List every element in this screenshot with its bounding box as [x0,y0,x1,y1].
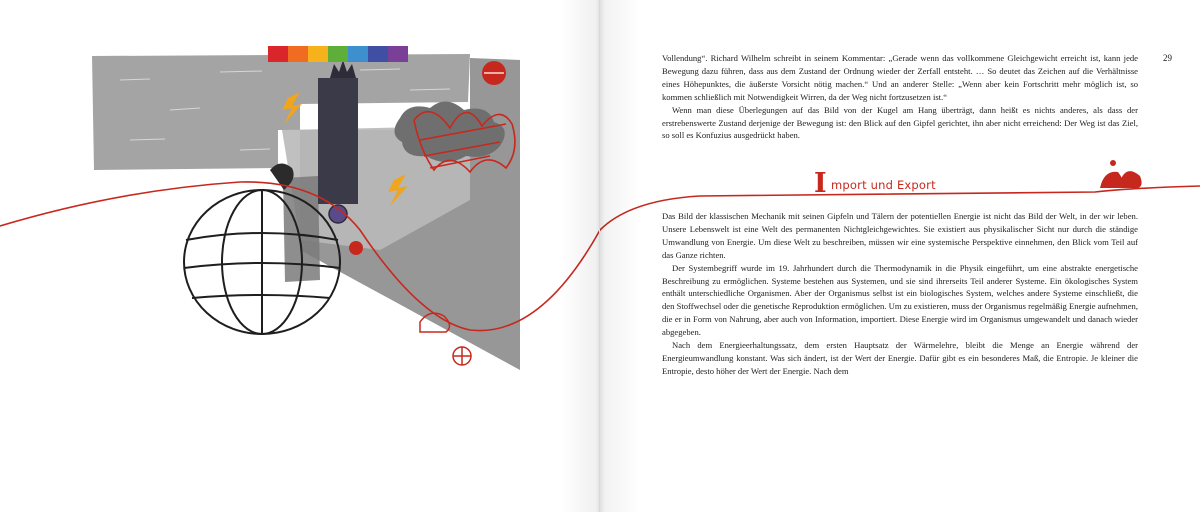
page-number: 29 [1163,53,1172,63]
paragraph: Der Systembegriff wurde im 19. Jahrhundert durch die Thermodynamik in die Physik eingeführt, um eine abstrakte energetische Beschreibung zu ermöglichen. Systeme bestehen aus Systemen, und sie sind ihrerseits Teil anderer Systeme. Ein ökologisches System enthält unterschiedliche Organismen. Aber der Organismus selbst ist ein biologisches System, welches andere Systeme einschließt, die den Stoffwechsel oder die genetische Reproduktion ermöglichen. Um zu existieren, muss der Organismus regelmäßig Energie aufnehmen, die er in Form von Nahrung, aber auch von Information, importiert. Diese Energie wird im Organismus umgewandelt und danach wieder abgegeben. [662,262,1138,338]
section-heading-text: mport und Export [831,178,936,192]
paragraph: Das Bild der klassischen Mechanik mit seinen Gipfeln und Tälern der potentiellen Energie ist nicht das Bild der Welt, in der wir leben. Unsere Lebenswelt ist eine Welt des permanenten Nichtgleichgewichtes. Sie existiert aus physikalischer Sicht nur durch die ständige Umwandlung von Energie. Um diese Welt zu beschreiben, müssen wir eine systemische Perspektive einnehmen, den Blick vom Teil auf das Ganze richten. [662,211,1138,260]
red-birds-icon [1100,160,1142,188]
section-heading-initial: I [814,168,827,199]
small-red-ball-icon [349,241,363,255]
body-text [662,210,1138,378]
paragraph: Nach dem Energieerhaltungssatz, dem ersten Hauptsatz der Wärmelehre, bleibt die Menge an Energie während der Energieumwandlung konstant. Was sich ändert, ist der Wert der Energie. Dafür gibt es ein besonderes Maß, die Entropie. Je kleiner die Entropie, desto höher der Wert der Energie. Nach dem [662,340,1138,376]
continuation-text [662,52,1138,142]
small-globe-icon [453,347,471,365]
rainbow-strip-icon [268,46,408,62]
red-ball-icon [482,61,506,85]
page-fold [599,0,600,512]
paragraph: Wenn man diese Überlegungen auf das Bild von der Kugel am Hang überträgt, dann heißt es nichts anderes, als dass der erstrebenswerte Zustand derjenige der Bewegung ist: den Blick auf den Gipfel gerichtet, ihn aber nicht erreichend: Der Weg ist das Ziel, so soll es Konfuzius ausgedrückt haben. [662,104,1138,141]
section-heading [814,168,974,199]
dark-bar [318,78,358,204]
paragraph: Vollendung“. Richard Wilhelm schreibt in seinem Kommentar: „Gerade wenn das vollkommene Gleichgewicht erreicht ist, kann jede Bewegung dazu führen, dass aus dem Zustand der Ordnung wieder der Zerfall entsteht. … So deutet das Zeichen auf die Verhältnisse eines Höhepunktes, die äußerste Vorsicht nötig machen.“ Und an anderer Stelle: „Wenn aber kein Fortschritt mehr möglich ist, so kommen schließlich mit Notwendigkeit Wirren, da der Weg nicht fortzusetzen ist.“ [662,53,1138,102]
